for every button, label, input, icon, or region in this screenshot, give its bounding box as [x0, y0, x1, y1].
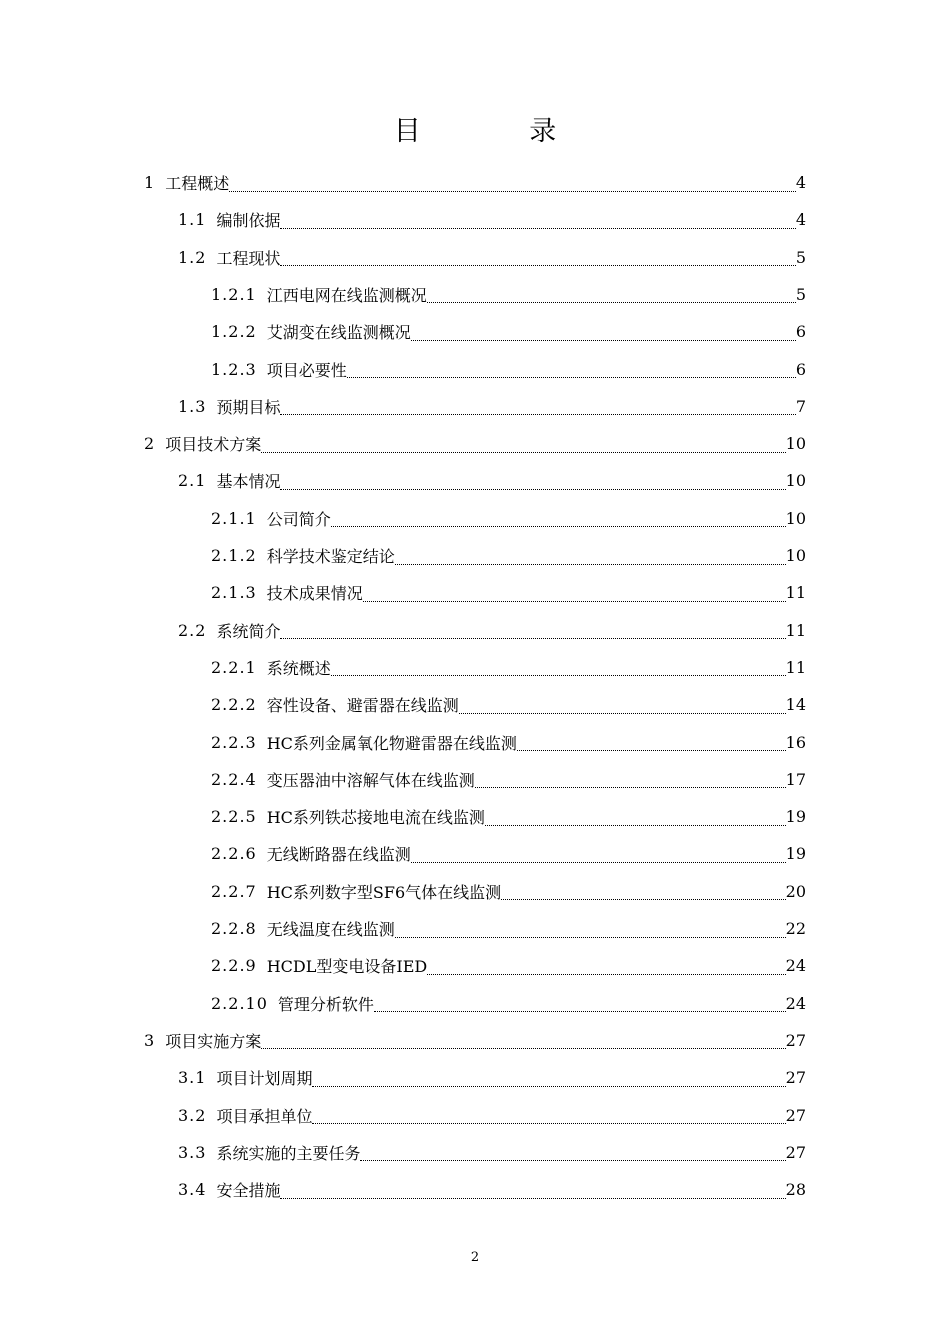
toc-entry-number: 2.2.2 — [211, 695, 257, 715]
toc-entry[interactable] — [211, 313, 806, 350]
toc-entry-number: 2.2.10 — [211, 993, 268, 1013]
toc-entry-title: 系统概述 — [266, 658, 331, 678]
toc-entry[interactable] — [178, 1097, 806, 1134]
toc-entry-number: 2.2.7 — [211, 881, 257, 901]
toc-dot-leader — [427, 301, 796, 303]
toc-entry[interactable] — [178, 201, 806, 238]
toc-entry-number: 2.2.8 — [211, 919, 257, 938]
toc-entry[interactable] — [211, 873, 806, 910]
toc-entry-page: 17 — [785, 769, 806, 789]
toc-dot-leader — [331, 525, 786, 527]
toc-entry-page: 27 — [785, 1030, 806, 1050]
toc-entry[interactable] — [178, 388, 806, 425]
toc-entry-page: 11 — [785, 583, 806, 603]
toc-entry-page: 10 — [785, 434, 806, 454]
toc-entry[interactable] — [211, 500, 806, 537]
toc-entry-title: 编制依据 — [216, 211, 281, 231]
toc-entry[interactable] — [211, 574, 806, 611]
toc-entry[interactable] — [211, 276, 806, 313]
toc-dot-leader — [395, 563, 786, 565]
toc-entry-page: 19 — [785, 807, 806, 827]
toc-dot-leader — [280, 413, 795, 415]
toc-entry[interactable] — [178, 1134, 806, 1171]
toc-dot-leader — [280, 488, 785, 490]
toc-dot-leader — [411, 339, 796, 341]
toc-entry-number: 2.1.3 — [211, 583, 257, 603]
toc-entry-title: 项目承担单位 — [216, 1106, 313, 1126]
toc-entry-page: 10 — [785, 546, 806, 565]
toc-entry-number: 2 — [144, 434, 156, 454]
toc-entry-number: 1.2.3 — [211, 359, 257, 379]
toc-dot-leader — [517, 749, 786, 751]
toc-entry-title: HC系列数字型SF6气体在线监测 — [266, 882, 502, 902]
toc-entry-number: 2.2.9 — [211, 956, 257, 976]
toc-entry-number: 2.1.2 — [211, 546, 257, 565]
toc-entry-page: 24 — [785, 993, 806, 1013]
toc-entry-number: 2.2.5 — [211, 807, 257, 827]
toc-entry-page: 5 — [795, 247, 806, 267]
toc-dot-leader — [280, 1197, 785, 1199]
toc-entry-page: 27 — [785, 1142, 806, 1162]
toc-dot-leader — [312, 1085, 785, 1087]
toc-entry[interactable] — [178, 462, 806, 499]
toc-entry-title: 工程现状 — [216, 248, 281, 268]
toc-dot-leader — [280, 227, 795, 229]
toc-entry-page: 4 — [795, 210, 806, 230]
toc-entry-title: 变压器油中溶解气体在线监测 — [266, 770, 475, 790]
toc-entry[interactable] — [211, 537, 806, 574]
toc-entry-number: 2.2.3 — [211, 732, 257, 752]
toc-dot-leader — [501, 898, 785, 900]
toc-entry-title: 系统简介 — [216, 621, 281, 641]
toc-entry-number: 1.2.2 — [211, 322, 257, 342]
toc-entry[interactable] — [211, 351, 806, 388]
toc-entry-number: 2.1.1 — [211, 508, 257, 528]
toc-entry-title: 基本情况 — [216, 472, 281, 492]
toc-entry-title: 系统实施的主要任务 — [216, 1143, 361, 1163]
toc-entry-page: 22 — [785, 919, 806, 938]
toc-entry[interactable] — [211, 835, 806, 872]
toc-entry-number: 1.2.1 — [211, 284, 257, 304]
toc-dot-leader — [395, 936, 786, 938]
toc-entry-title: 江西电网在线监测概况 — [266, 285, 427, 305]
toc-entry-title: 管理分析软件 — [277, 994, 374, 1014]
toc-entry-page: 11 — [785, 657, 806, 677]
toc-entry[interactable] — [178, 612, 806, 649]
toc-entry-number: 1.3 — [178, 396, 207, 416]
toc-dot-leader — [331, 674, 786, 676]
toc-dot-leader — [261, 451, 785, 453]
toc-entry[interactable] — [211, 910, 806, 947]
toc-entry-number: 2.1 — [178, 471, 207, 491]
toc-entry[interactable] — [178, 239, 806, 276]
toc-entry[interactable] — [144, 425, 806, 462]
toc-entry-page: 24 — [785, 956, 806, 976]
page-number: 2 — [470, 1250, 480, 1265]
toc-entry-number: 1 — [144, 173, 156, 192]
toc-entry-number: 3 — [144, 1030, 156, 1050]
toc-dot-leader — [312, 1122, 785, 1124]
toc-entry[interactable] — [144, 1022, 806, 1059]
toc-entry-number: 3.3 — [178, 1142, 207, 1162]
toc-entry-number: 3.4 — [178, 1180, 207, 1200]
toc-entry-page: 7 — [795, 396, 806, 416]
toc-dot-leader — [374, 1010, 786, 1012]
toc-entry-page: 6 — [795, 322, 806, 342]
toc-entry-title: HCDL型变电设备IED — [266, 957, 428, 977]
toc-entry-title: HC系列铁芯接地电流在线监测 — [266, 808, 485, 828]
toc-entry-number: 1.2 — [178, 247, 207, 267]
toc-dot-leader — [485, 824, 786, 826]
page-title: 目 录 — [393, 116, 607, 147]
toc-entry-page: 4 — [795, 173, 806, 192]
toc-entry-number: 2.2.1 — [211, 657, 257, 677]
toc-entry[interactable] — [211, 798, 806, 835]
toc-entry-number: 2.2.4 — [211, 769, 257, 789]
toc-entry-title: 容性设备、避雷器在线监测 — [266, 696, 459, 716]
toc-entry[interactable] — [211, 686, 806, 723]
toc-entry-page: 28 — [785, 1180, 806, 1200]
toc-entry-title: 安全措施 — [216, 1181, 281, 1201]
toc-entry-title: 无线断路器在线监测 — [266, 845, 411, 865]
toc-entry[interactable] — [178, 1059, 806, 1096]
toc-entry-number: 3.2 — [178, 1105, 207, 1125]
toc-entry-page: 27 — [785, 1068, 806, 1088]
toc-dot-leader — [475, 786, 786, 788]
toc-entry[interactable] — [211, 649, 806, 686]
toc-entry-title: 公司简介 — [266, 509, 331, 529]
toc-entry-title: HC系列金属氧化物避雷器在线监测 — [266, 733, 517, 753]
toc-dot-leader — [459, 712, 786, 714]
toc-entry-page: 16 — [785, 732, 806, 752]
toc-entry-title: 预期目标 — [216, 397, 281, 417]
toc-entry[interactable] — [211, 761, 806, 798]
toc-entry-page: 10 — [785, 508, 806, 528]
toc-entry-page: 19 — [785, 844, 806, 864]
toc-entry-title: 项目必要性 — [266, 360, 347, 380]
toc-dot-leader — [427, 973, 785, 975]
toc-dot-leader — [280, 264, 795, 266]
toc-dot-leader — [261, 1047, 785, 1049]
toc-entry-page: 5 — [795, 284, 806, 304]
toc-entry-page: 10 — [785, 471, 806, 491]
toc-entry[interactable] — [144, 164, 806, 201]
toc-entry-number: 1.1 — [178, 210, 207, 230]
toc-dot-leader — [411, 861, 786, 863]
toc-entry-title: 技术成果情况 — [266, 584, 363, 604]
toc-entry[interactable] — [211, 724, 806, 761]
toc-entry-page: 6 — [795, 359, 806, 379]
toc-entry-page: 14 — [785, 695, 806, 715]
toc-entry-title: 项目技术方案 — [165, 435, 262, 455]
toc-entry[interactable] — [178, 1171, 806, 1208]
toc-entry-title: 艾湖变在线监测概况 — [266, 323, 411, 343]
toc-entry-number: 2.2 — [178, 620, 207, 640]
toc-entry-title: 项目实施方案 — [165, 1031, 262, 1051]
toc-entry-title: 工程概述 — [165, 174, 230, 193]
toc-dot-leader — [363, 600, 786, 602]
toc-dot-leader — [360, 1159, 785, 1161]
toc-dot-leader — [280, 637, 785, 639]
toc-entry-number: 3.1 — [178, 1068, 207, 1088]
toc-entry[interactable] — [211, 947, 806, 984]
toc-dot-leader — [229, 190, 796, 192]
toc-entry-page: 20 — [785, 881, 806, 901]
toc-entry-title: 科学技术鉴定结论 — [266, 547, 395, 566]
toc-dot-leader — [347, 376, 796, 378]
toc-entry-title: 无线温度在线监测 — [266, 920, 395, 939]
toc-entry-page: 11 — [785, 620, 806, 640]
toc-entry-number: 2.2.6 — [211, 844, 257, 864]
toc-entry[interactable] — [211, 985, 806, 1022]
toc-entry-title: 项目计划周期 — [216, 1069, 313, 1089]
toc-entry-page: 27 — [785, 1105, 806, 1125]
